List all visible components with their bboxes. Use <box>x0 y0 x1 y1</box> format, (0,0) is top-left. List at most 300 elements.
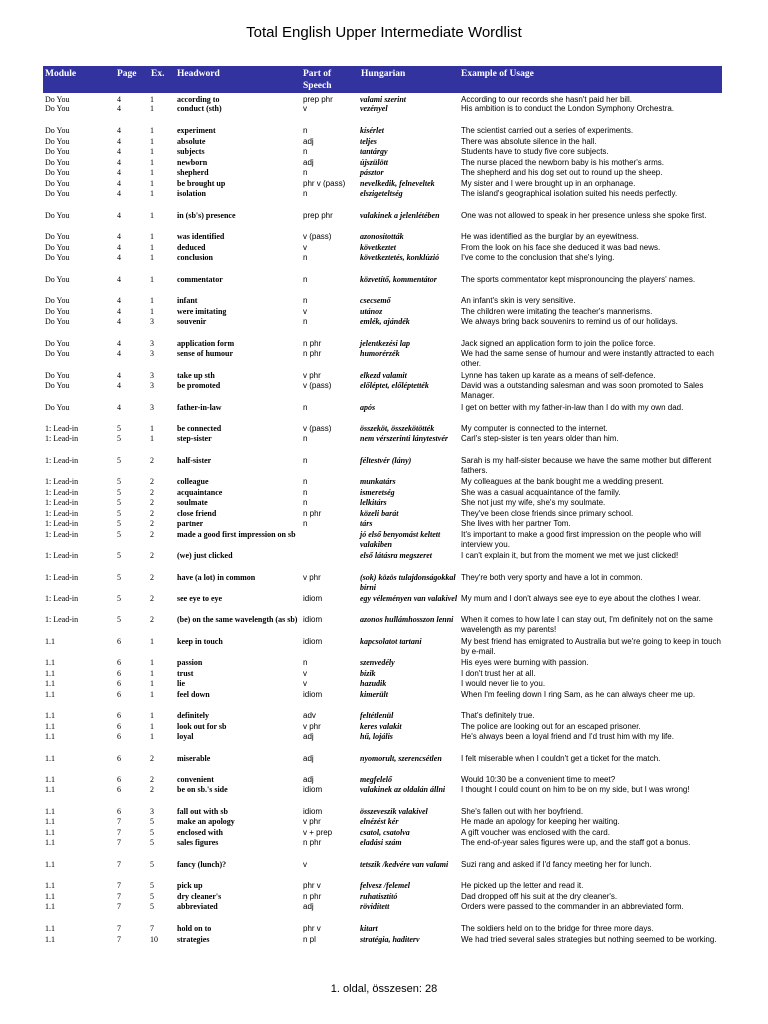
cell-page: 4 <box>117 232 121 241</box>
cell-part-of-speech: n <box>303 477 308 486</box>
cell-page: 4 <box>117 168 121 177</box>
cell-part-of-speech: v phr <box>303 722 321 731</box>
cell-ex: 2 <box>150 573 154 582</box>
cell-headword: experiment <box>177 126 216 135</box>
cell-part-of-speech: idiom <box>303 594 323 603</box>
cell-example: Dad dropped off his suit at the dry cleaner's. <box>461 892 618 901</box>
cell-page: 4 <box>117 307 121 316</box>
cell-page: 6 <box>117 658 121 667</box>
cell-example: We had the same sense of humour and were instantly attracted to each other. <box>461 349 714 369</box>
cell-ex: 1 <box>150 137 154 146</box>
cell-module: 1: Lead-in <box>45 498 79 507</box>
cell-module: 1.1 <box>45 669 55 678</box>
cell-part-of-speech: n <box>303 296 308 305</box>
cell-hungarian: közeli barát <box>360 509 399 518</box>
cell-ex: 1 <box>150 253 154 262</box>
cell-module: 1.1 <box>45 754 55 763</box>
cell-hungarian: vezényel <box>360 104 388 113</box>
cell-ex: 1 <box>150 179 154 188</box>
cell-hungarian: bízik <box>360 669 376 678</box>
cell-page: 7 <box>117 902 121 911</box>
cell-example: She's fallen out with her boyfriend. <box>461 807 584 816</box>
cell-part-of-speech: n pl <box>303 935 316 944</box>
cell-example: His ambition is to conduct the London Symphony Orchestra. <box>461 104 674 113</box>
cell-hungarian: csecsemő <box>360 296 391 305</box>
cell-hungarian: felvesz /felemel <box>360 881 410 890</box>
cell-part-of-speech: n phr <box>303 349 322 358</box>
cell-ex: 1 <box>150 158 154 167</box>
cell-hungarian: elkezd valamit <box>360 371 407 380</box>
header-example: Example of Usage <box>461 69 534 79</box>
cell-headword: strategies <box>177 935 210 944</box>
cell-module: Do You <box>45 275 70 284</box>
cell-ex: 2 <box>150 754 154 763</box>
cell-headword: be promoted <box>177 381 221 390</box>
cell-example: One was not allowed to speak in her presence unless she spoke first. <box>461 211 707 220</box>
cell-headword: commentator <box>177 275 223 284</box>
cell-example: Would 10:30 be a convenient time to meet? <box>461 775 616 784</box>
cell-part-of-speech: adj <box>303 137 314 146</box>
cell-hungarian: ismeretség <box>360 488 395 497</box>
cell-ex: 1 <box>150 732 154 741</box>
cell-hungarian: lelkitárs <box>360 498 387 507</box>
cell-module: 1: Lead-in <box>45 573 79 582</box>
cell-ex: 2 <box>150 551 154 560</box>
cell-part-of-speech: n <box>303 434 308 443</box>
cell-page: 4 <box>117 158 121 167</box>
cell-ex: 1 <box>150 147 154 156</box>
cell-example: Lynne has taken up karate as a means of self-defence. <box>461 371 656 380</box>
cell-module: Do You <box>45 317 70 326</box>
cell-ex: 1 <box>150 690 154 699</box>
header-hungarian: Hungarian <box>361 69 406 79</box>
cell-module: Do You <box>45 104 70 113</box>
cell-ex: 3 <box>150 339 154 348</box>
cell-ex: 2 <box>150 615 154 624</box>
cell-module: Do You <box>45 232 70 241</box>
cell-headword: see eye to eye <box>177 594 223 603</box>
cell-module: Do You <box>45 296 70 305</box>
cell-headword: in (sb's) presence <box>177 211 236 220</box>
cell-hungarian: féltestvér (lány) <box>360 456 412 465</box>
cell-module: 1.1 <box>45 637 55 646</box>
cell-hungarian: valami szerint <box>360 95 407 104</box>
cell-example: Sarah is my half-sister because we have the same mother but different fathers. <box>461 456 712 476</box>
cell-headword: convenient <box>177 775 214 784</box>
cell-headword: be brought up <box>177 179 226 188</box>
cell-ex: 5 <box>150 828 154 837</box>
cell-page: 5 <box>117 594 121 603</box>
cell-page: 6 <box>117 807 121 816</box>
cell-hungarian: pásztor <box>360 168 384 177</box>
cell-example: They've been close friends since primary school. <box>461 509 634 518</box>
cell-hungarian: azonosították <box>360 232 404 241</box>
cell-part-of-speech: n <box>303 519 308 528</box>
cell-module: 1.1 <box>45 775 55 784</box>
cell-headword: pick up <box>177 881 203 890</box>
cell-ex: 1 <box>150 669 154 678</box>
cell-module: Do You <box>45 371 70 380</box>
cell-page: 7 <box>117 924 121 933</box>
cell-hungarian: hű, lojális <box>360 732 393 741</box>
cell-headword: subjects <box>177 147 205 156</box>
cell-page: 6 <box>117 785 121 794</box>
cell-part-of-speech: v <box>303 669 307 678</box>
cell-part-of-speech: v <box>303 104 307 113</box>
cell-headword: (be) on the same wavelength (as sb) <box>177 615 298 624</box>
cell-example: The island's geographical isolation suited his needs perfectly. <box>461 189 678 198</box>
cell-ex: 2 <box>150 519 154 528</box>
cell-ex: 2 <box>150 785 154 794</box>
cell-page: 6 <box>117 754 121 763</box>
cell-part-of-speech: idiom <box>303 637 323 646</box>
cell-headword: look out for sb <box>177 722 227 731</box>
cell-headword: soulmate <box>177 498 208 507</box>
cell-example: When it comes to how late I can stay out, I'm definitely not on the same wavelength as my parents! <box>461 615 713 635</box>
header-part-of-speech: Part of Speech <box>303 69 332 91</box>
cell-ex: 2 <box>150 509 154 518</box>
cell-headword: feel down <box>177 690 210 699</box>
cell-example: He was identified as the burglar by an eyewitness. <box>461 232 639 241</box>
cell-ex: 1 <box>150 95 154 104</box>
cell-example: I felt miserable when I couldn't get a ticket for the match. <box>461 754 661 763</box>
cell-module: 1: Lead-in <box>45 530 79 539</box>
cell-part-of-speech: idiom <box>303 807 323 816</box>
cell-ex: 5 <box>150 902 154 911</box>
cell-hungarian: rövidített <box>360 902 390 911</box>
cell-page: 4 <box>117 317 121 326</box>
cell-page: 6 <box>117 711 121 720</box>
cell-module: 1.1 <box>45 679 55 688</box>
cell-headword: fancy (lunch)? <box>177 860 227 869</box>
cell-part-of-speech: n <box>303 658 308 667</box>
cell-headword: definitely <box>177 711 209 720</box>
cell-part-of-speech: idiom <box>303 785 323 794</box>
cell-part-of-speech: adj <box>303 158 314 167</box>
cell-module: 1.1 <box>45 690 55 699</box>
cell-page: 4 <box>117 381 121 390</box>
cell-headword: trust <box>177 669 194 678</box>
cell-ex: 1 <box>150 711 154 720</box>
cell-ex: 1 <box>150 126 154 135</box>
cell-hungarian: nem vérszerinti lánytestvér <box>360 434 448 443</box>
cell-page: 5 <box>117 509 121 518</box>
cell-module: Do You <box>45 339 70 348</box>
header-module: Module <box>45 69 77 79</box>
header-headword: Headword <box>177 69 220 79</box>
cell-example: Carl's step-sister is ten years older than him. <box>461 434 619 443</box>
cell-ex: 1 <box>150 424 154 433</box>
cell-example: She lives with her partner Tom. <box>461 519 571 528</box>
cell-example: The children were imitating the teacher's mannerisms. <box>461 307 653 316</box>
cell-part-of-speech: n <box>303 403 308 412</box>
cell-headword: father-in-law <box>177 403 222 412</box>
cell-page: 6 <box>117 775 121 784</box>
cell-page: 5 <box>117 477 121 486</box>
cell-hungarian: megfelelő <box>360 775 392 784</box>
cell-example: That's definitely true. <box>461 711 535 720</box>
cell-ex: 1 <box>150 189 154 198</box>
cell-module: 1.1 <box>45 902 55 911</box>
cell-ex: 1 <box>150 658 154 667</box>
cell-part-of-speech: v phr <box>303 817 321 826</box>
cell-module: Do You <box>45 243 70 252</box>
cell-hungarian: hazudik <box>360 679 387 688</box>
cell-example: The sports commentator kept mispronouncing the players' names. <box>461 275 696 284</box>
cell-module: Do You <box>45 211 70 220</box>
cell-headword: colleague <box>177 477 209 486</box>
cell-ex: 1 <box>150 211 154 220</box>
cell-ex: 7 <box>150 924 154 933</box>
cell-example: According to our records she hasn't paid her bill. <box>461 95 632 104</box>
cell-example: We always bring back souvenirs to remind us of our holidays. <box>461 317 678 326</box>
cell-hungarian: közvetítő, kommentátor <box>360 275 437 284</box>
cell-headword: miserable <box>177 754 211 763</box>
cell-hungarian: egy véleményen van valakivel <box>360 594 458 603</box>
cell-example: My mum and I don't always see eye to eye about the clothes I wear. <box>461 594 701 603</box>
cell-ex: 3 <box>150 317 154 326</box>
cell-hungarian: munkatárs <box>360 477 396 486</box>
cell-hungarian: feltétlenül <box>360 711 394 720</box>
cell-example: I've come to the conclusion that she's lying. <box>461 253 615 262</box>
cell-page: 4 <box>117 253 121 262</box>
cell-example: Suzi rang and asked if I'd fancy meeting her for lunch. <box>461 860 652 869</box>
cell-ex: 2 <box>150 530 154 539</box>
cell-ex: 5 <box>150 881 154 890</box>
cell-module: 1.1 <box>45 892 55 901</box>
cell-page: 4 <box>117 147 121 156</box>
cell-part-of-speech: v <box>303 860 307 869</box>
cell-module: 1.1 <box>45 881 55 890</box>
cell-ex: 2 <box>150 488 154 497</box>
cell-example: The scientist carried out a series of experiments. <box>461 126 634 135</box>
cell-hungarian: kimerült <box>360 690 389 699</box>
cell-headword: be connected <box>177 424 222 433</box>
cell-module: 1.1 <box>45 935 55 944</box>
cell-headword: (we) just clicked <box>177 551 233 560</box>
cell-example: I would never lie to you. <box>461 679 546 688</box>
cell-headword: absolute <box>177 137 206 146</box>
cell-part-of-speech: v + prep <box>303 828 333 837</box>
cell-ex: 3 <box>150 403 154 412</box>
cell-part-of-speech: adj <box>303 732 314 741</box>
cell-hungarian: após <box>360 403 376 412</box>
cell-part-of-speech: n <box>303 189 308 198</box>
cell-ex: 1 <box>150 104 154 113</box>
cell-page: 4 <box>117 243 121 252</box>
cell-headword: isolation <box>177 189 206 198</box>
cell-part-of-speech: v <box>303 307 307 316</box>
cell-headword: conclusion <box>177 253 214 262</box>
cell-module: 1: Lead-in <box>45 434 79 443</box>
cell-module: 1: Lead-in <box>45 594 79 603</box>
cell-hungarian: eladási szám <box>360 838 402 847</box>
cell-page: 6 <box>117 669 121 678</box>
cell-module: 1.1 <box>45 838 55 847</box>
cell-headword: dry cleaner's <box>177 892 222 901</box>
cell-part-of-speech: adj <box>303 754 314 763</box>
cell-headword: partner <box>177 519 204 528</box>
cell-hungarian: tantárgy <box>360 147 388 156</box>
cell-module: 1.1 <box>45 817 55 826</box>
cell-part-of-speech: v phr <box>303 371 321 380</box>
cell-hungarian: kísérlet <box>360 126 384 135</box>
cell-headword: according to <box>177 95 220 104</box>
cell-page: 6 <box>117 690 121 699</box>
cell-part-of-speech: phr v <box>303 881 321 890</box>
cell-example: His eyes were burning with passion. <box>461 658 589 667</box>
cell-hungarian: emlék, ajándék <box>360 317 410 326</box>
cell-example: An infant's skin is very sensitive. <box>461 296 576 305</box>
cell-page: 4 <box>117 211 121 220</box>
cell-hungarian: következtet <box>360 243 396 252</box>
cell-ex: 2 <box>150 456 154 465</box>
cell-page: 4 <box>117 371 121 380</box>
cell-hungarian: kapcsolatot tartani <box>360 637 422 646</box>
cell-headword: infant <box>177 296 198 305</box>
cell-page: 5 <box>117 488 121 497</box>
cell-headword: loyal <box>177 732 194 741</box>
cell-part-of-speech: idiom <box>303 690 323 699</box>
cell-ex: 1 <box>150 307 154 316</box>
cell-module: Do You <box>45 307 70 316</box>
cell-page: 4 <box>117 189 121 198</box>
cell-ex: 2 <box>150 477 154 486</box>
cell-headword: was identified <box>177 232 225 241</box>
cell-headword: shepherd <box>177 168 209 177</box>
cell-module: 1.1 <box>45 722 55 731</box>
cell-module: Do You <box>45 158 70 167</box>
cell-module: 1.1 <box>45 807 55 816</box>
cell-module: 1.1 <box>45 785 55 794</box>
cell-page: 5 <box>117 551 121 560</box>
cell-page: 5 <box>117 615 121 624</box>
cell-part-of-speech: n <box>303 126 308 135</box>
cell-part-of-speech: n <box>303 488 308 497</box>
cell-headword: lie <box>177 679 185 688</box>
cell-example: We had tried several sales strategies but nothing seemed to be working. <box>461 935 717 944</box>
cell-module: Do You <box>45 168 70 177</box>
cell-page: 5 <box>117 498 121 507</box>
cell-part-of-speech: n <box>303 253 308 262</box>
cell-hungarian: utánoz <box>360 307 383 316</box>
cell-page: 7 <box>117 838 121 847</box>
cell-module: 1.1 <box>45 828 55 837</box>
cell-headword: deduced <box>177 243 206 252</box>
cell-example: The nurse placed the newborn baby is his mother's arms. <box>461 158 664 167</box>
cell-hungarian: nyomorult, szerencsétlen <box>360 754 442 763</box>
cell-part-of-speech: phr v <box>303 924 321 933</box>
cell-part-of-speech: n <box>303 456 308 465</box>
cell-ex: 3 <box>150 381 154 390</box>
cell-hungarian: jó első benyomást keltett valakiben <box>360 530 441 550</box>
cell-hungarian: összeköt, összekötötték <box>360 424 435 433</box>
cell-page: 5 <box>117 573 121 582</box>
cell-page: 7 <box>117 817 121 826</box>
cell-hungarian: újszülött <box>360 158 389 167</box>
cell-example: The end-of-year sales figures were up, and the staff got a bonus. <box>461 838 691 847</box>
cell-example: The police are looking out for an escaped prisoner. <box>461 722 641 731</box>
cell-headword: sales figures <box>177 838 219 847</box>
cell-example: She not just my wife, she's my soulmate. <box>461 498 606 507</box>
cell-headword: half-sister <box>177 456 212 465</box>
cell-example: My colleagues at the bank bought me a wedding present. <box>461 477 664 486</box>
cell-module: 1.1 <box>45 860 55 869</box>
cell-part-of-speech: adj <box>303 775 314 784</box>
cell-hungarian: szenvedély <box>360 658 395 667</box>
cell-ex: 3 <box>150 371 154 380</box>
cell-part-of-speech: idiom <box>303 615 323 624</box>
cell-ex: 1 <box>150 168 154 177</box>
cell-ex: 1 <box>150 275 154 284</box>
cell-ex: 10 <box>150 935 158 944</box>
cell-page: 6 <box>117 722 121 731</box>
cell-module: Do You <box>45 253 70 262</box>
cell-page: 5 <box>117 424 121 433</box>
cell-example: It's important to make a good first impression on the people who will interview you. <box>461 530 701 550</box>
cell-example: My computer is connected to the internet. <box>461 424 608 433</box>
cell-example: They're both very sporty and have a lot in common. <box>461 573 643 582</box>
cell-headword: souvenir <box>177 317 207 326</box>
cell-example: I don't trust her at all. <box>461 669 536 678</box>
cell-hungarian: valakinek az oldalán állni <box>360 785 446 794</box>
cell-page: 4 <box>117 296 121 305</box>
cell-part-of-speech: n <box>303 168 308 177</box>
cell-part-of-speech: n <box>303 275 308 284</box>
cell-example: The soldiers held on to the bridge for three more days. <box>461 924 654 933</box>
cell-ex: 5 <box>150 817 154 826</box>
cell-ex: 5 <box>150 838 154 847</box>
cell-headword: enclosed with <box>177 828 223 837</box>
cell-module: Do You <box>45 137 70 146</box>
cell-page: 4 <box>117 137 121 146</box>
cell-headword: were imitating <box>177 307 227 316</box>
cell-page: 6 <box>117 732 121 741</box>
cell-part-of-speech: prep phr <box>303 95 333 104</box>
cell-part-of-speech: n <box>303 317 308 326</box>
cell-headword: sense of humour <box>177 349 234 358</box>
cell-hungarian: keres valakit <box>360 722 402 731</box>
cell-page: 7 <box>117 860 121 869</box>
cell-module: 1: Lead-in <box>45 424 79 433</box>
cell-example: My best friend has emigrated to Australia but we're going to keep in touch by e-mail. <box>461 637 721 657</box>
cell-page: 4 <box>117 349 121 358</box>
cell-page: 7 <box>117 881 121 890</box>
cell-part-of-speech: n phr <box>303 838 322 847</box>
cell-hungarian: valakinek a jelenlétében <box>360 211 440 220</box>
cell-part-of-speech: v phr <box>303 573 321 582</box>
cell-ex: 5 <box>150 860 154 869</box>
cell-example: He made an apology for keeping her waiting. <box>461 817 620 826</box>
cell-page: 4 <box>117 95 121 104</box>
cell-hungarian: (sok) közös tulajdonságokkal bírni <box>360 573 456 593</box>
cell-headword: be on sb.'s side <box>177 785 228 794</box>
cell-example: The shepherd and his dog set out to round up the sheep. <box>461 168 663 177</box>
cell-module: 1: Lead-in <box>45 615 79 624</box>
cell-headword: step-sister <box>177 434 212 443</box>
cell-module: 1: Lead-in <box>45 477 79 486</box>
cell-page: 5 <box>117 530 121 539</box>
cell-page: 6 <box>117 637 121 646</box>
cell-hungarian: nevelkedik, felneveltek <box>360 179 435 188</box>
cell-page: 5 <box>117 456 121 465</box>
cell-module: 1: Lead-in <box>45 551 79 560</box>
cell-example: My sister and I were brought up in an orphanage. <box>461 179 636 188</box>
cell-part-of-speech: adj <box>303 902 314 911</box>
cell-page: 7 <box>117 892 121 901</box>
cell-example: From the look on his face she deduced it was bad news. <box>461 243 661 252</box>
cell-module: 1: Lead-in <box>45 509 79 518</box>
